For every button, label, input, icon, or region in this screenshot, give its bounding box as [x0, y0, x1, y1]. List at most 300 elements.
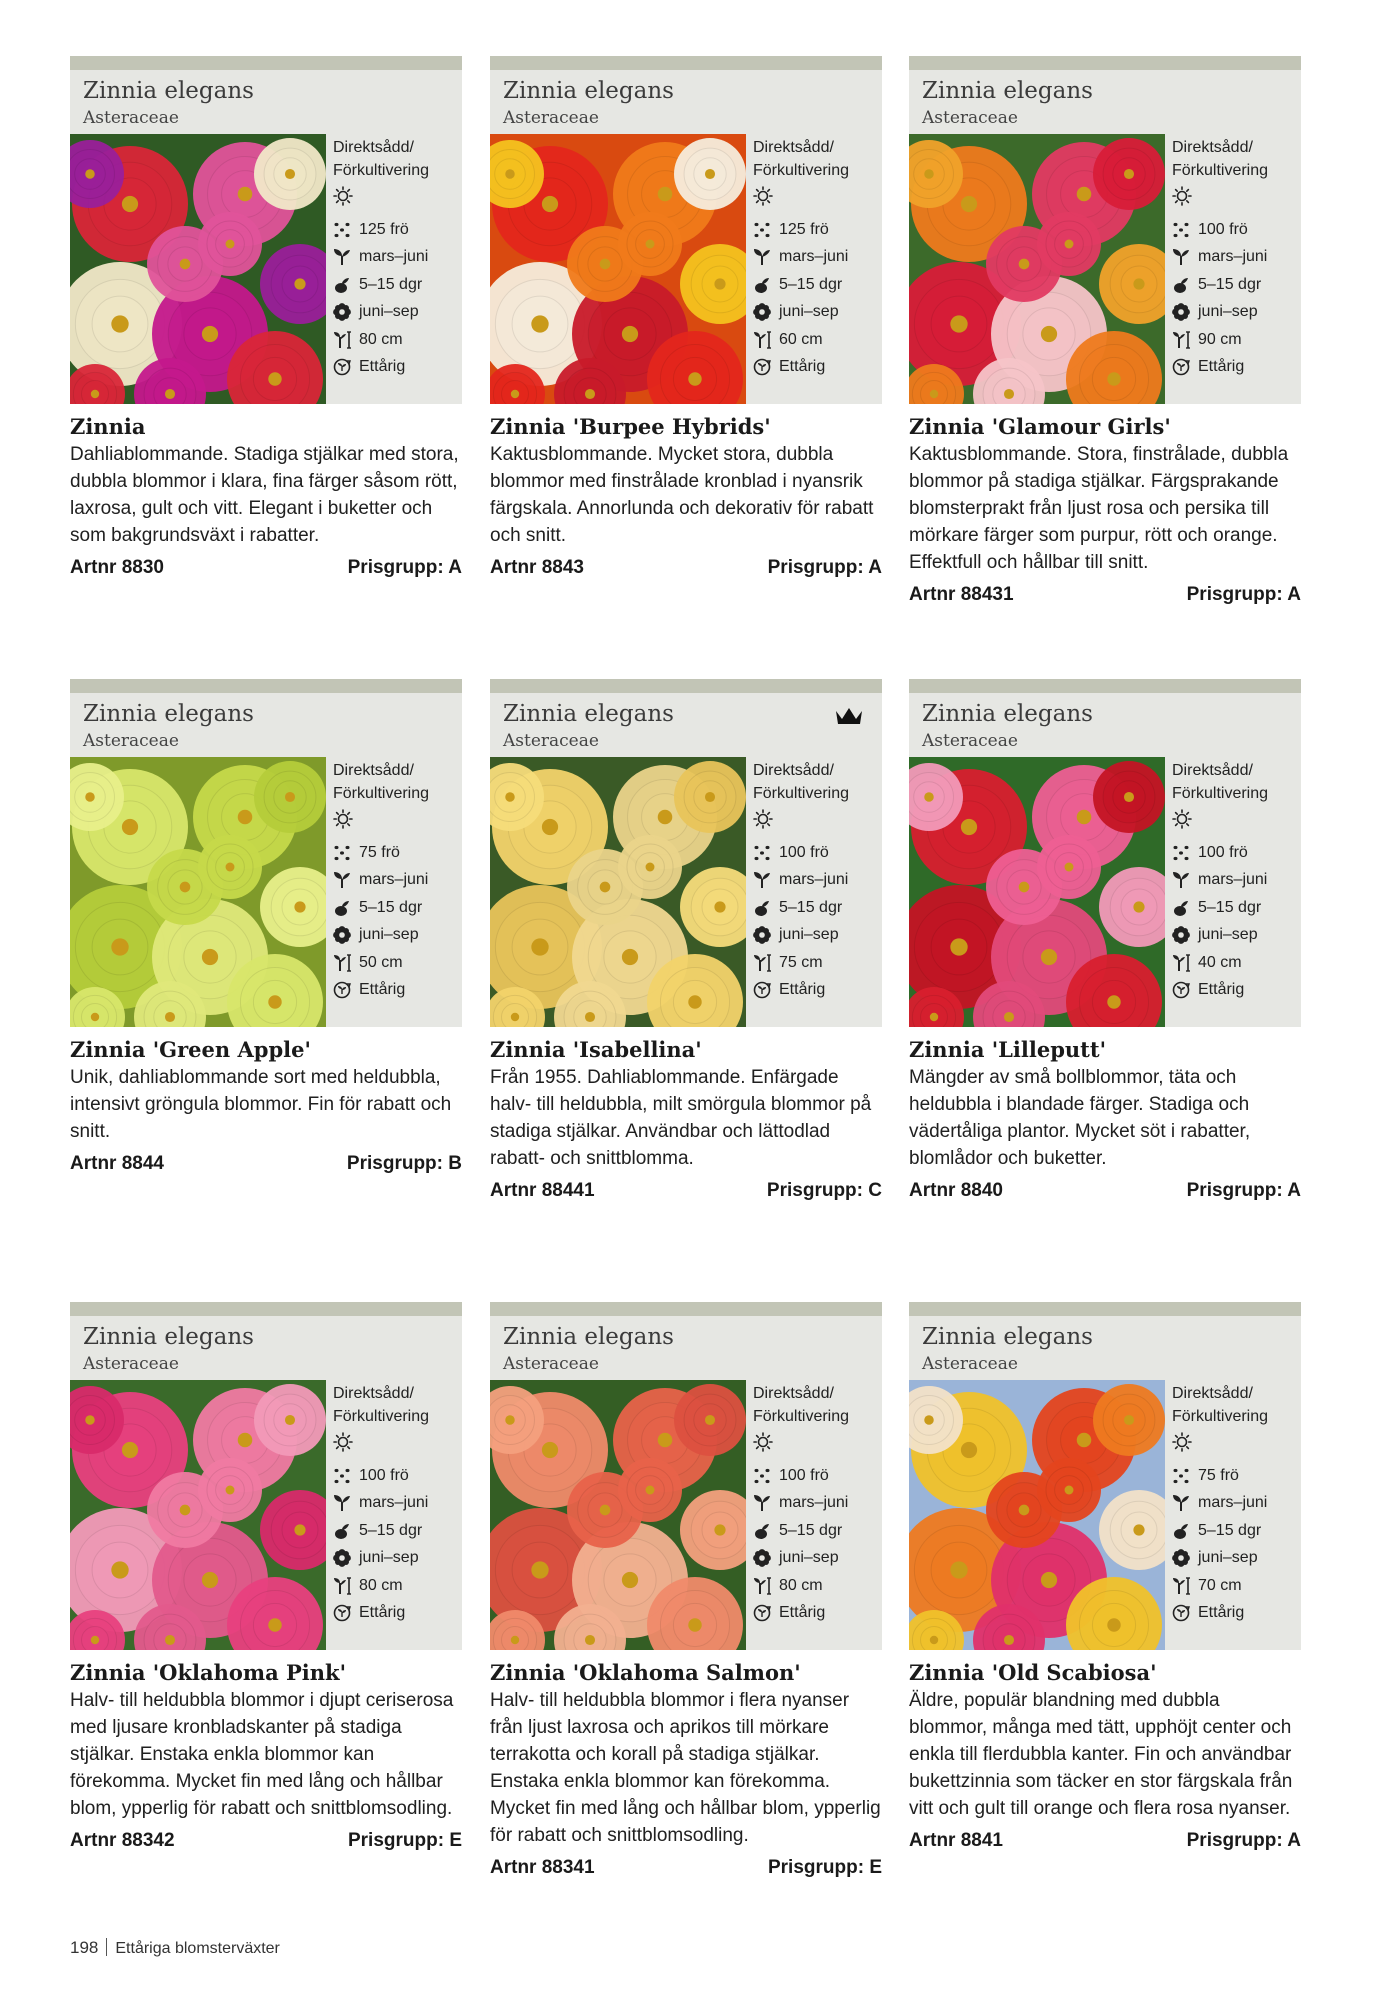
seeds-icon — [753, 844, 771, 862]
seeds-icon — [333, 1467, 351, 1485]
product-meta — [909, 1180, 1301, 1202]
product-info-panel — [490, 56, 882, 404]
flower-center — [714, 278, 725, 289]
plant-height-icon — [1172, 1577, 1190, 1595]
flower-center — [511, 1636, 519, 1644]
price-group — [1187, 1180, 1301, 1202]
product-name: Zinnia 'Lilleputt' — [909, 1037, 1107, 1062]
plant-height: 80 cm — [779, 1576, 823, 1594]
flower-center — [1133, 901, 1144, 912]
flower-center — [1077, 187, 1092, 202]
germination-row — [1172, 894, 1297, 922]
lifecycle-row — [333, 354, 458, 382]
sowing-time-row — [1172, 244, 1297, 272]
flower-center — [111, 938, 128, 955]
prisgrupp-value: A — [868, 557, 882, 578]
article-number — [70, 1153, 164, 1175]
flower-center — [1133, 278, 1144, 289]
flower-center — [714, 901, 725, 912]
flower-center — [600, 882, 611, 893]
plant-height-icon — [753, 1577, 771, 1595]
cultivation-facts — [333, 136, 458, 381]
product-meta — [909, 1830, 1301, 1852]
germination-icon — [1172, 899, 1190, 917]
germination-row — [333, 271, 458, 299]
price-group — [768, 557, 882, 579]
prisgrupp-value: A — [1287, 584, 1301, 605]
flower-center — [202, 326, 218, 342]
panel-top-bar — [909, 56, 1301, 70]
product-photo — [490, 134, 746, 404]
germination-days: 5–15 dgr — [359, 275, 423, 293]
height-row — [1172, 949, 1297, 977]
flower-center — [268, 372, 281, 385]
flower-icon — [1172, 926, 1190, 944]
flower-center — [85, 1415, 95, 1425]
product-card — [70, 56, 462, 579]
flower-center — [585, 1635, 595, 1645]
plant-height-icon — [1172, 954, 1190, 972]
sun-icon — [333, 186, 458, 210]
height-row — [753, 949, 878, 977]
bloom-period-row — [1172, 922, 1297, 950]
footer-divider — [106, 1938, 107, 1956]
sowing-time-row — [753, 1490, 878, 1518]
flower-center — [85, 169, 95, 179]
plant-height: 40 cm — [1198, 953, 1242, 971]
germination-days: 5–15 dgr — [1198, 1521, 1262, 1539]
bloom-period-row — [753, 1545, 878, 1573]
plant-height: 70 cm — [1198, 1576, 1242, 1594]
flower-head — [674, 761, 746, 833]
product-photo — [490, 757, 746, 1027]
bloom-period-row — [1172, 1545, 1297, 1573]
flower-head — [1093, 138, 1165, 210]
flower-center — [1019, 882, 1030, 893]
germination-icon — [753, 1522, 771, 1540]
plant-family: Asteraceae — [503, 731, 599, 751]
sowing-method: Direktsådd/ Förkultivering — [1172, 762, 1269, 802]
artnr-value: 8841 — [960, 1830, 1004, 1851]
flower-head — [674, 138, 746, 210]
flower-center — [1065, 1486, 1074, 1495]
product-name: Zinnia 'Glamour Girls' — [909, 414, 1171, 439]
cultivation-facts — [1172, 759, 1297, 1004]
lifecycle: Ettårig — [359, 358, 406, 376]
flower-icon — [333, 1549, 351, 1567]
seedling-icon — [1172, 248, 1190, 266]
prisgrupp-label: Prisgrupp: — [347, 1830, 445, 1851]
artnr-label: Artnr — [70, 1153, 117, 1174]
sowing-time-row — [333, 244, 458, 272]
plant-height-icon — [1172, 331, 1190, 349]
product-info-panel — [70, 1302, 462, 1650]
flower-center — [238, 1433, 253, 1448]
flower-center — [600, 1505, 611, 1516]
flower-head — [1037, 835, 1101, 899]
product-card — [490, 679, 882, 1202]
product-card — [909, 1302, 1301, 1852]
sowing-method: Direktsådd/ Förkultivering — [753, 1385, 850, 1425]
flower-center — [531, 315, 548, 332]
price-group — [348, 1830, 462, 1852]
flower-head — [674, 1384, 746, 1456]
flower-photo-graphic — [70, 1380, 326, 1650]
flower-icon — [1172, 303, 1190, 321]
seed-count: 100 frö — [779, 1466, 829, 1484]
annual-cycle-icon — [1172, 358, 1190, 376]
flower-center — [505, 792, 515, 802]
height-row — [333, 326, 458, 354]
flower-center — [585, 389, 595, 399]
product-name: Zinnia 'Isabellina' — [490, 1037, 702, 1062]
cultivation-facts — [333, 759, 458, 1004]
germination-row — [1172, 1517, 1297, 1545]
flower-center — [930, 1636, 938, 1644]
seed-count-row — [753, 839, 878, 867]
prisgrupp-value: C — [868, 1180, 882, 1201]
artnr-value: 8830 — [121, 557, 165, 578]
flower-head — [1093, 761, 1165, 833]
section-title: Ettåriga blomsterväxter — [115, 1940, 280, 1957]
height-row — [333, 1572, 458, 1600]
flower-icon — [753, 926, 771, 944]
flower-center — [1004, 389, 1014, 399]
sowing-time-row — [333, 1490, 458, 1518]
flower-center — [924, 792, 934, 802]
product-photo — [70, 757, 326, 1027]
plant-height: 80 cm — [359, 330, 403, 348]
sowing-time: mars–juni — [1198, 248, 1268, 266]
flower-center — [950, 315, 967, 332]
product-card — [70, 679, 462, 1175]
price-group — [1187, 584, 1301, 606]
product-meta — [70, 1830, 462, 1852]
flower-center — [950, 1561, 967, 1578]
artnr-value: 88341 — [541, 1857, 595, 1878]
sun-icon — [753, 1432, 878, 1456]
seed-count: 125 frö — [359, 220, 409, 238]
sowing-time-row — [333, 867, 458, 895]
bloom-period: juni–sep — [779, 303, 839, 321]
flower-center — [930, 1013, 938, 1021]
sun-icon — [333, 809, 458, 833]
lifecycle-row — [753, 977, 878, 1005]
flower-photo-graphic — [70, 134, 326, 404]
article-number — [70, 557, 164, 579]
flower-photo-graphic — [490, 134, 746, 404]
plant-family: Asteraceae — [503, 1354, 599, 1374]
flower-head — [618, 835, 682, 899]
product-info-panel — [70, 56, 462, 404]
product-photo — [70, 1380, 326, 1650]
seed-count: 100 frö — [1198, 220, 1248, 238]
sowing-time: mars–juni — [779, 871, 849, 889]
flower-center — [294, 278, 305, 289]
price-group — [768, 1857, 882, 1879]
flower-head — [1037, 212, 1101, 276]
product-meta — [70, 557, 462, 579]
flower-center — [180, 1505, 191, 1516]
product-description: Kaktusblommande. Stora, finstrålade, dubbla blommor på stadiga stjälkar. Färgsprakande blomsterprakt från ljust rosa och persika till mörkare färger som purpur, rött och orange. Effektfull och hållbar till snitt. — [909, 444, 1289, 573]
flower-center — [1065, 863, 1074, 872]
sun-icon — [753, 809, 878, 833]
product-description: Unik, dahliablommande sort med heldubbla, intensivt gröngula blommor. Fin för rabatt och snitt. — [70, 1067, 452, 1142]
sowing-method: Direktsådd/ Förkultivering — [1172, 1385, 1269, 1425]
flower-center — [1107, 372, 1120, 385]
flower-center — [688, 1618, 701, 1631]
sun-icon — [753, 186, 878, 210]
cultivation-facts — [753, 759, 878, 1004]
flower-center — [622, 326, 638, 342]
lifecycle: Ettårig — [779, 358, 826, 376]
prisgrupp-label: Prisgrupp: — [1186, 1830, 1283, 1851]
flower-center — [165, 1635, 175, 1645]
flower-center — [165, 389, 175, 399]
sowing-time: mars–juni — [359, 1494, 429, 1512]
flower-center — [85, 792, 95, 802]
flower-center — [1019, 1505, 1030, 1516]
flower-icon — [333, 926, 351, 944]
bloom-period: juni–sep — [779, 926, 839, 944]
article-number — [70, 1830, 175, 1852]
cultivation-facts — [333, 1382, 458, 1627]
annual-cycle-icon — [333, 358, 351, 376]
flower-center — [705, 169, 715, 179]
plant-height: 80 cm — [359, 1576, 403, 1594]
latin-name: Zinnia elegans — [922, 701, 1093, 727]
sowing-time: mars–juni — [779, 248, 849, 266]
annual-cycle-icon — [1172, 1604, 1190, 1622]
artnr-value: 88441 — [541, 1180, 595, 1201]
flower-center — [285, 792, 295, 802]
seed-count-row — [1172, 1462, 1297, 1490]
sowing-method: Direktsådd/ Förkultivering — [333, 1385, 430, 1425]
germination-icon — [333, 276, 351, 294]
lifecycle: Ettårig — [779, 981, 826, 999]
height-row — [753, 326, 878, 354]
bloom-period-row — [333, 922, 458, 950]
latin-name: Zinnia elegans — [83, 701, 254, 727]
bloom-period: juni–sep — [1198, 1549, 1258, 1567]
flower-center — [531, 1561, 548, 1578]
artnr-value: 88431 — [960, 584, 1014, 605]
seed-count: 75 frö — [1198, 1466, 1239, 1484]
plant-family: Asteraceae — [83, 108, 179, 128]
flower-center — [1107, 1618, 1120, 1631]
flower-center — [705, 792, 715, 802]
artnr-label: Artnr — [909, 1830, 956, 1851]
plant-height: 90 cm — [1198, 330, 1242, 348]
prisgrupp-value: E — [449, 1830, 462, 1851]
flower-photo-graphic — [70, 757, 326, 1027]
crown-icon — [834, 705, 864, 727]
height-row — [1172, 326, 1297, 354]
flower-center — [268, 1618, 281, 1631]
price-group — [348, 557, 462, 579]
product-info-panel — [909, 1302, 1301, 1650]
product-photo — [909, 1380, 1165, 1650]
annual-cycle-icon — [753, 358, 771, 376]
product-card — [909, 679, 1301, 1202]
flower-head — [254, 1384, 326, 1456]
flower-center — [122, 196, 138, 212]
flower-center — [961, 819, 977, 835]
plant-height-icon — [333, 954, 351, 972]
prisgrupp-label: Prisgrupp: — [767, 1857, 865, 1878]
lifecycle-row — [1172, 354, 1297, 382]
panel-top-bar — [70, 679, 462, 693]
germination-row — [753, 271, 878, 299]
flower-center — [122, 819, 138, 835]
flower-center — [226, 240, 235, 249]
prisgrupp-label: Prisgrupp: — [1186, 1180, 1283, 1201]
article-number — [909, 584, 1014, 606]
flower-center — [950, 938, 967, 955]
artnr-value: 8840 — [960, 1180, 1004, 1201]
product-card — [490, 1302, 882, 1879]
flower-center — [1133, 1524, 1144, 1535]
seeds-icon — [1172, 844, 1190, 862]
flower-center — [930, 390, 938, 398]
product-description: Mängder av små bollblommor, täta och heldubbla i blandade färger. Stadiga och vädertåliga plantor. Mycket söt i rabatter, blomlådor och buketter. — [909, 1067, 1251, 1169]
flower-center — [505, 1415, 515, 1425]
flower-center — [688, 372, 701, 385]
flower-photo-graphic — [909, 1380, 1165, 1650]
flower-center — [646, 240, 655, 249]
sun-icon — [1172, 809, 1297, 833]
plant-height-icon — [333, 1577, 351, 1595]
seed-count-row — [333, 1462, 458, 1490]
germination-icon — [1172, 276, 1190, 294]
seed-count-row — [333, 216, 458, 244]
seeds-icon — [753, 221, 771, 239]
product-meta — [909, 584, 1301, 606]
article-number — [909, 1180, 1003, 1202]
sowing-time: mars–juni — [1198, 871, 1268, 889]
article-number — [490, 1857, 595, 1879]
height-row — [333, 949, 458, 977]
artnr-value: 8843 — [541, 557, 585, 578]
product-description: Från 1955. Dahliablommande. Enfärgade halv- till heldubbla, milt smörgula blommor på stadiga stjälkar. Användbar och lättodlad rabatt- och snittblomma. — [490, 1067, 872, 1169]
product-info-panel — [70, 679, 462, 1027]
latin-name: Zinnia elegans — [83, 78, 254, 104]
flower-center — [622, 1572, 638, 1588]
artnr-label: Artnr — [909, 584, 956, 605]
flower-center — [658, 187, 673, 202]
sowing-time: mars–juni — [779, 1494, 849, 1512]
artnr-label: Artnr — [70, 1830, 117, 1851]
flower-center — [646, 863, 655, 872]
artnr-label: Artnr — [490, 1180, 537, 1201]
flower-center — [1065, 240, 1074, 249]
flower-icon — [333, 303, 351, 321]
flower-head — [618, 212, 682, 276]
seed-count: 125 frö — [779, 220, 829, 238]
flower-head — [198, 835, 262, 899]
flower-center — [924, 1415, 934, 1425]
page-number: 198 — [70, 1938, 99, 1957]
product-name: Zinnia 'Green Apple' — [70, 1037, 311, 1062]
cultivation-facts — [753, 136, 878, 381]
product-card — [490, 56, 882, 579]
germination-icon — [753, 899, 771, 917]
flower-center — [542, 196, 558, 212]
latin-name: Zinnia elegans — [922, 78, 1093, 104]
lifecycle-row — [1172, 977, 1297, 1005]
sun-icon — [1172, 186, 1297, 210]
flower-center — [1004, 1012, 1014, 1022]
bloom-period: juni–sep — [359, 1549, 419, 1567]
product-name: Zinnia 'Old Scabiosa' — [909, 1660, 1157, 1685]
bloom-period-row — [333, 1545, 458, 1573]
flower-center — [1124, 1415, 1134, 1425]
flower-icon — [753, 303, 771, 321]
plant-height: 75 cm — [779, 953, 823, 971]
seeds-icon — [1172, 221, 1190, 239]
flower-center — [511, 390, 519, 398]
germination-icon — [753, 276, 771, 294]
flower-head — [254, 138, 326, 210]
seeds-icon — [333, 844, 351, 862]
flower-center — [1107, 995, 1120, 1008]
plant-family: Asteraceae — [83, 731, 179, 751]
height-row — [1172, 1572, 1297, 1600]
cultivation-facts — [753, 1382, 878, 1627]
lifecycle: Ettårig — [779, 1604, 826, 1622]
germination-days: 5–15 dgr — [779, 275, 843, 293]
flower-center — [622, 949, 638, 965]
sowing-method: Direktsådd/ Förkultivering — [333, 139, 430, 179]
product-description: Kaktusblommande. Mycket stora, dubbla blommor med finstrålade kronblad i nyansrik färgskala. Annorlunda och dekorativ för rabatt och snitt. — [490, 444, 874, 546]
seedling-icon — [753, 248, 771, 266]
flower-center — [714, 1524, 725, 1535]
flower-center — [688, 995, 701, 1008]
sowing-time-row — [1172, 1490, 1297, 1518]
annual-cycle-icon — [333, 981, 351, 999]
seed-count: 100 frö — [359, 1466, 409, 1484]
flower-center — [542, 819, 558, 835]
seeds-icon — [753, 1467, 771, 1485]
flower-head — [198, 212, 262, 276]
prisgrupp-label: Prisgrupp: — [347, 557, 444, 578]
flower-center — [226, 1486, 235, 1495]
sun-icon — [333, 1432, 458, 1456]
seed-count: 75 frö — [359, 843, 400, 861]
flower-center — [542, 1442, 558, 1458]
seed-count: 100 frö — [779, 843, 829, 861]
panel-top-bar — [70, 1302, 462, 1316]
cultivation-facts — [1172, 1382, 1297, 1627]
flower-icon — [753, 1549, 771, 1567]
flower-center — [202, 1572, 218, 1588]
flower-center — [505, 169, 515, 179]
flower-photo-graphic — [490, 757, 746, 1027]
bloom-period: juni–sep — [1198, 303, 1258, 321]
product-photo — [490, 1380, 746, 1650]
prisgrupp-value: A — [1287, 1180, 1301, 1201]
panel-top-bar — [909, 679, 1301, 693]
latin-name: Zinnia elegans — [503, 701, 674, 727]
sowing-time: mars–juni — [359, 248, 429, 266]
seedling-icon — [1172, 871, 1190, 889]
latin-name: Zinnia elegans — [922, 1324, 1093, 1350]
sun-icon — [1172, 1432, 1297, 1456]
germination-row — [333, 894, 458, 922]
annual-cycle-icon — [753, 981, 771, 999]
germination-days: 5–15 dgr — [1198, 898, 1262, 916]
flower-center — [511, 1013, 519, 1021]
